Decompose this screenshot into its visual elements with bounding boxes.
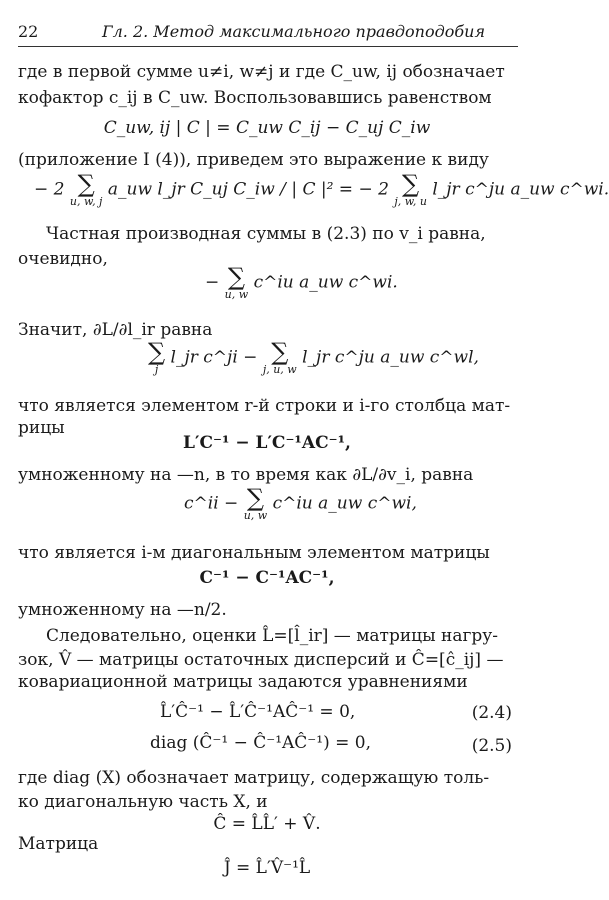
equation-number-2-4: (2.4) [471, 703, 512, 723]
eq3-body: c^iu a_uw c^wi. [253, 272, 398, 293]
eq4-body-2: l_jr c^ju a_uw c^wl, [302, 347, 479, 368]
equation-2-5: diag (Ĉ⁻¹ − Ĉ⁻¹AĈ⁻¹) = 0, [150, 733, 371, 753]
paragraph-4-line: Значит, ∂L/∂l_ir равна [18, 320, 213, 340]
sum-sign-icon: ∑ [246, 484, 265, 512]
equation-matrix-2: C⁻¹ − C⁻¹AC⁻¹, [199, 568, 335, 588]
equation-covariance: Ĉ = L̂L̂′ + V̂. [213, 814, 321, 834]
page-number: 22 [18, 22, 39, 41]
eq6-body-1: c^ii − [184, 493, 239, 514]
eq2-right-sum [394, 172, 427, 208]
paragraph-11-line: Матрица [18, 834, 99, 854]
eq4-sum-2-sub: j, u, w [262, 363, 297, 376]
eq2-left-sum [70, 172, 103, 208]
sum-sign-icon: ∑ [271, 338, 289, 366]
running-title: Гл. 2. Метод максимального правдоподобия [102, 22, 486, 41]
paragraph-2-line: (приложение I (4)), приведем это выражение к виду [18, 150, 489, 170]
equation-partial-derivative-v [205, 265, 398, 301]
equation-partial-derivative-vi [184, 486, 417, 522]
eq6-body-2: c^iu a_uw c^wi, [272, 493, 417, 514]
paragraph-5-line-1: что является элементом r-й строки и i-го столбца мат- [18, 396, 511, 416]
paragraph-9-line-3: ковариационной матрицы задаются уравнениями [18, 672, 468, 692]
equation-partial-derivative-l [148, 340, 479, 376]
eq3-sum-sub: u, w [224, 288, 249, 301]
paragraph-1-line-2: кофактор c_ij в C_uw. Воспользовавшись равенством [18, 88, 492, 108]
paragraph-7-line: что является i-м диагональным элементом матрицы [18, 543, 490, 563]
eq3-minus: − [205, 272, 220, 293]
eq4-sum-1 [148, 340, 165, 376]
eq2-left-coef: − 2 [34, 179, 65, 200]
eq4-sum-2 [263, 340, 297, 376]
eq6-sum [244, 486, 268, 522]
eq2-left-body: a_uw l_jr C_uj C_iw / | C |² = − 2 [107, 179, 389, 200]
eq2-right-sum-sub: j, w, u [394, 195, 427, 208]
page-header [18, 22, 518, 47]
equation-number-2-5: (2.5) [471, 736, 512, 756]
sum-sign-icon: ∑ [148, 338, 166, 366]
eq2-right-body: l_jr c^ju a_uw c^wi. [432, 179, 609, 200]
sum-sign-icon: ∑ [227, 263, 245, 291]
sum-sign-icon: ∑ [77, 170, 95, 198]
eq4-sum-1-sub: j [154, 363, 159, 376]
equation-2-4: L̂′Ĉ⁻¹ − L̂′Ĉ⁻¹AĈ⁻¹ = 0, [160, 702, 356, 722]
equation-j-matrix: Ĵ = L̂′V̂⁻¹L̂ [223, 858, 311, 878]
sum-sign-icon: ∑ [402, 170, 420, 198]
eq4-body-1: l_jr c^ji − [170, 347, 258, 368]
equation-cofactor: C_uw, ij | C | = C_uw C_ij − C_uj C_iw [103, 118, 431, 138]
eq3-sum [225, 265, 249, 301]
equation-sum-expression [34, 172, 609, 208]
paragraph-6-line: умноженному на —n, в то время как ∂L/∂v_i, равна [18, 465, 474, 485]
paragraph-5-line-2: рицы [18, 418, 65, 438]
equation-matrix-1: L′C⁻¹ − L′C⁻¹AC⁻¹, [183, 433, 351, 453]
eq6-sum-sub: u, w [243, 509, 268, 522]
paragraph-3-line-2: очевидно, [18, 249, 108, 269]
paragraph-10-line-2: ко диагональную часть X, и [18, 792, 268, 812]
paragraph-9-line-1: Следовательно, оценки L̂=[l̂_ir] — матрицы нагру- [46, 626, 499, 646]
paragraph-3-line-1: Частная производная суммы в (2.3) по v_i равна, [46, 224, 486, 244]
paragraph-10-line-1: где diag (X) обозначает матрицу, содержащую толь- [18, 768, 490, 788]
paragraph-1-line-1: где в первой сумме u≠i, w≠j и где C_uw, ij обозначает [18, 62, 505, 82]
paragraph-9-line-2: зок, V̂ — матрицы остаточных дисперсий и Ĉ=[ĉ_ij] — [18, 650, 504, 670]
eq2-left-sum-sub: u, w, j [69, 195, 103, 208]
paragraph-8-line: умноженному на —n/2. [18, 600, 227, 620]
